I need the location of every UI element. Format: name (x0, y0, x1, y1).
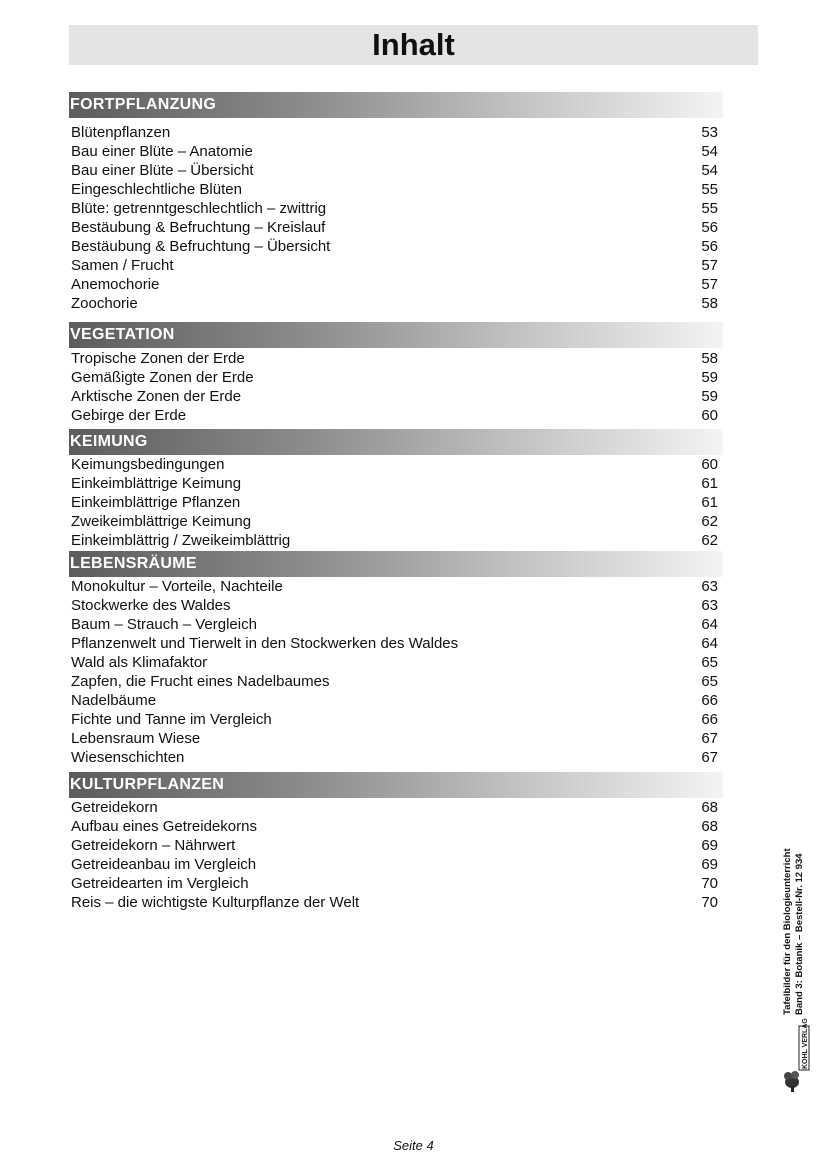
toc-entry-label: Arktische Zonen der Erde (71, 388, 242, 405)
toc-entry-label: Einkeimblättrige Keimung (71, 475, 242, 492)
toc-entry-page: 62 (701, 532, 718, 549)
toc-entry[interactable] (69, 387, 723, 406)
toc-entry-label: Aufbau eines Getreidekorns (71, 818, 257, 835)
toc-entry-page: 66 (701, 711, 718, 728)
toc-list (69, 455, 723, 550)
section-vegetation (69, 322, 723, 425)
toc-list (69, 123, 723, 313)
toc-entry[interactable] (69, 634, 723, 653)
toc-entry-page: 54 (701, 162, 718, 179)
toc-entry-label: Blüte: getrenntgeschlechtlich – zwittrig (71, 200, 327, 217)
toc-entry[interactable] (69, 512, 723, 531)
toc-entry-label: Nadelbäume (71, 692, 157, 709)
toc-entry-label: Getreidearten im Vergleich (71, 875, 249, 892)
toc-entry[interactable] (69, 294, 723, 313)
toc-entry[interactable] (69, 710, 723, 729)
toc-entry[interactable] (69, 493, 723, 512)
toc-entry[interactable] (69, 798, 723, 817)
toc-entry-page: 65 (701, 673, 718, 690)
toc-entry[interactable] (69, 123, 723, 142)
toc-entry-page: 59 (701, 388, 718, 405)
toc-entry-page: 65 (701, 654, 718, 671)
toc-entry-page: 53 (701, 124, 718, 141)
toc-entry[interactable] (69, 672, 723, 691)
toc-entry-page: 67 (701, 730, 718, 747)
toc-entry-page: 61 (701, 475, 718, 492)
logo-wordmark: KOHL VERLAG (802, 1018, 809, 1069)
publisher-logo (781, 1018, 811, 1093)
toc-entry[interactable] (69, 874, 723, 893)
toc-entry-label: Gebirge der Erde (71, 407, 187, 424)
page-number-footer: Seite 4 (393, 1138, 434, 1153)
toc-entry[interactable] (69, 161, 723, 180)
toc-entry[interactable] (69, 199, 723, 218)
toc-entry-label: Gemäßigte Zonen der Erde (71, 369, 254, 386)
toc-entry-page: 59 (701, 369, 718, 386)
toc-entry-page: 64 (701, 616, 718, 633)
section-keimung (69, 429, 723, 550)
toc-list (69, 577, 723, 767)
section-fortpflanzung (69, 92, 723, 313)
toc-entry-page: 60 (701, 407, 718, 424)
toc-entry[interactable] (69, 691, 723, 710)
toc-entry[interactable] (69, 615, 723, 634)
toc-list (69, 349, 723, 425)
toc-entry-page: 58 (701, 350, 718, 367)
toc-entry-page: 61 (701, 494, 718, 511)
toc-entry[interactable] (69, 893, 723, 912)
toc-entry-label: Fichte und Tanne im Vergleich (71, 711, 272, 728)
toc-entry[interactable] (69, 577, 723, 596)
toc-entry-page: 68 (701, 799, 718, 816)
toc-entry[interactable] (69, 455, 723, 474)
toc-entry-label: Getreideanbau im Vergleich (71, 856, 257, 873)
toc-entry-page: 67 (701, 749, 718, 766)
toc-entry[interactable] (69, 596, 723, 615)
section-lebensraeume (69, 551, 723, 767)
toc-entry-page: 66 (701, 692, 718, 709)
page-title: Inhalt (372, 27, 455, 62)
title-bar (69, 25, 758, 65)
toc-entry-label: Zapfen, die Frucht eines Nadelbaumes (71, 673, 330, 690)
toc-entry[interactable] (69, 729, 723, 748)
section-heading: KULTURPFLANZEN (69, 772, 723, 798)
toc-entry-label: Monokultur – Vorteile, Nachteile (71, 578, 283, 595)
toc-entry-page: 56 (701, 219, 718, 236)
side-imprint-line2: Band 3: Botanik – Bestell-Nr. 12 934 (794, 853, 805, 1015)
toc-entry-page: 57 (701, 257, 718, 274)
toc-entry-label: Lebensraum Wiese (71, 730, 201, 747)
section-heading: VEGETATION (69, 322, 723, 348)
toc-entry-label: Einkeimblättrig / Zweikeimblättrig (71, 532, 291, 549)
side-imprint-line1: Tafelbilder für den Biologieunterricht (782, 848, 793, 1015)
toc-entry-label: Zoochorie (71, 295, 138, 312)
toc-entry-page: 70 (701, 894, 718, 911)
toc-entry[interactable] (69, 653, 723, 672)
toc-entry[interactable] (69, 531, 723, 550)
toc-entry-page: 55 (701, 181, 718, 198)
toc-entry-page: 54 (701, 143, 718, 160)
section-heading: LEBENSRÄUME (69, 551, 723, 577)
toc-entry-label: Getreidekorn (71, 799, 158, 816)
toc-entry-label: Samen / Frucht (71, 257, 174, 274)
toc-entry-page: 68 (701, 818, 718, 835)
toc-list (69, 798, 723, 912)
toc-entry-label: Bau einer Blüte – Anatomie (71, 143, 253, 160)
tree-icon (784, 1071, 799, 1092)
toc-entry[interactable] (69, 218, 723, 237)
toc-entry[interactable] (69, 142, 723, 161)
toc-entry[interactable] (69, 474, 723, 493)
toc-entry-label: Eingeschlechtliche Blüten (71, 181, 242, 198)
toc-entry-page: 63 (701, 597, 718, 614)
toc-entry-label: Blütenpflanzen (71, 124, 171, 141)
toc-entry[interactable] (69, 256, 723, 275)
toc-entry-label: Keimungsbedingungen (71, 456, 225, 473)
toc-entry-page: 69 (701, 837, 718, 854)
side-imprint (782, 848, 806, 1015)
toc-entry[interactable] (69, 349, 723, 368)
toc-entry-label: Reis – die wichtigste Kulturpflanze der Welt (71, 894, 360, 911)
toc-entry-label: Zweikeimblättrige Keimung (71, 513, 252, 530)
toc-entry[interactable] (69, 275, 723, 294)
toc-entry-page: 62 (701, 513, 718, 530)
toc-entry-label: Anemochorie (71, 276, 160, 293)
toc-entry-label: Wald als Klimafaktor (71, 654, 208, 671)
toc-entry[interactable] (69, 836, 723, 855)
toc-entry-page: 70 (701, 875, 718, 892)
section-kulturpflanzen (69, 772, 723, 912)
toc-entry-page: 69 (701, 856, 718, 873)
toc-entry-label: Stockwerke des Waldes (71, 597, 231, 614)
toc-entry-page: 64 (701, 635, 718, 652)
toc-entry-page: 57 (701, 276, 718, 293)
toc-entry-label: Tropische Zonen der Erde (71, 350, 245, 367)
toc-entry-page: 63 (701, 578, 718, 595)
toc-entry-label: Bestäubung & Befruchtung – Kreislauf (71, 219, 326, 236)
section-heading: FORTPFLANZUNG (69, 92, 723, 118)
toc-entry-label: Bau einer Blüte – Übersicht (71, 162, 254, 179)
toc-entry[interactable] (69, 237, 723, 256)
toc-entry-page: 58 (701, 295, 718, 312)
toc-entry[interactable] (69, 855, 723, 874)
toc-entry-page: 60 (701, 456, 718, 473)
toc-entry-label: Einkeimblättrige Pflanzen (71, 494, 241, 511)
toc-entry-label: Baum – Strauch – Vergleich (71, 616, 257, 633)
toc-entry-label: Pflanzenwelt und Tierwelt in den Stockwerken des Waldes (71, 635, 459, 652)
toc-entry[interactable] (69, 748, 723, 767)
section-heading: KEIMUNG (69, 429, 723, 455)
toc-entry-label: Wiesenschichten (71, 749, 185, 766)
toc-entry[interactable] (69, 368, 723, 387)
toc-entry-page: 56 (701, 238, 718, 255)
toc-entry-page: 55 (701, 200, 718, 217)
toc-entry-label: Bestäubung & Befruchtung – Übersicht (71, 238, 331, 255)
toc-entry-label: Getreidekorn – Nährwert (71, 837, 236, 854)
toc-entry[interactable] (69, 817, 723, 836)
toc-entry[interactable] (69, 406, 723, 425)
toc-entry[interactable] (69, 180, 723, 199)
